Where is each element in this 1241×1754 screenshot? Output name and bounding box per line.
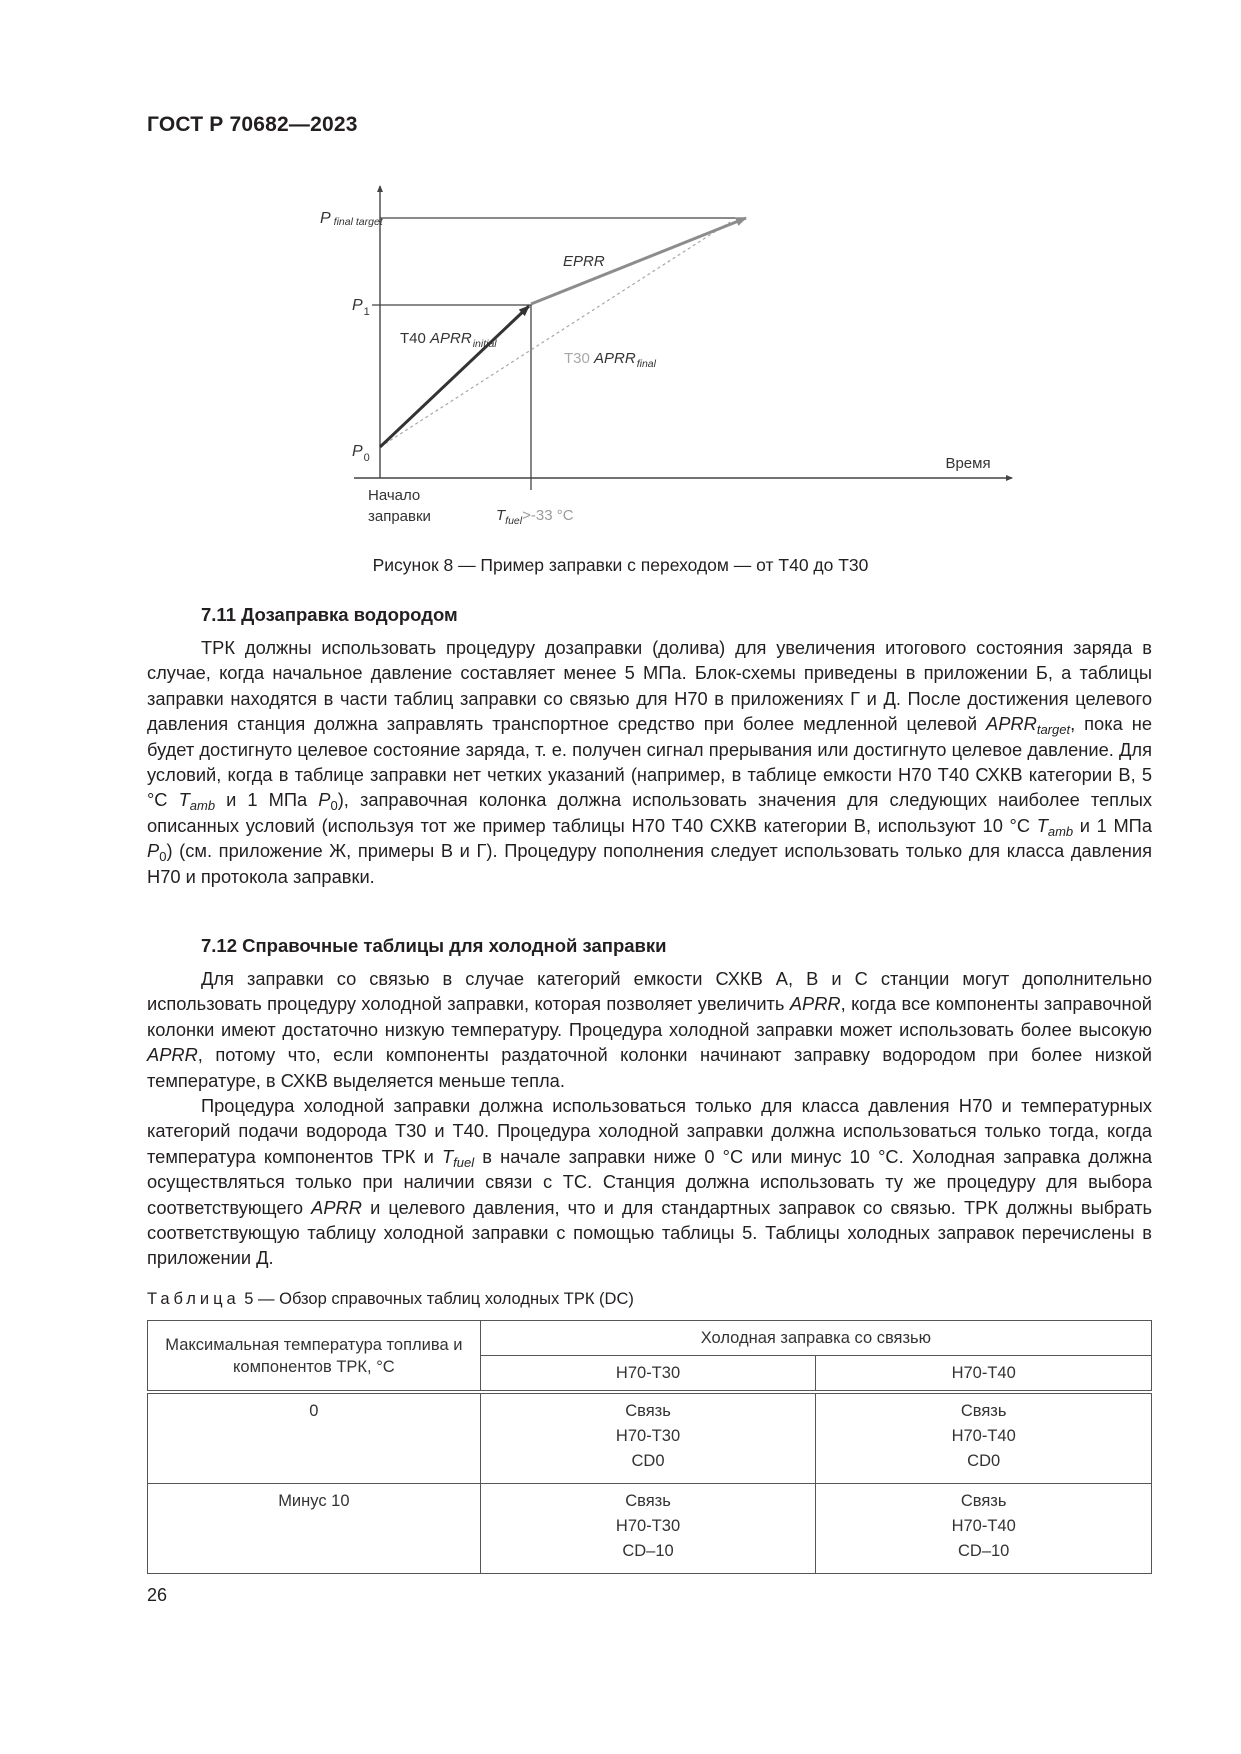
header-cold-fueling-group: Холодная заправка со связью <box>480 1321 1151 1356</box>
x-axis-label: Время <box>945 455 991 472</box>
section-7-12-title: 7.12 Справочные таблицы для холодной заправки <box>201 935 667 956</box>
p1-label: $P_1$ <box>352 297 370 318</box>
temp-cell: Минус 10 <box>148 1484 481 1574</box>
t30-aprr-final-label: T30 $APRR_{final}$ <box>564 350 656 370</box>
p-final-target-label: Pfinal target <box>320 210 383 228</box>
table-5-caption: Таблица 5 — Обзор справочных таблиц холодных ТРК (DC) <box>147 1290 634 1308</box>
section-7-11-title: 7.11 Дозаправка водородом <box>201 604 458 625</box>
header-h70-t30: Н70-Т30 <box>480 1356 816 1393</box>
header-max-temperature: Максимальная температура топлива и компонентов ТРК, °С <box>148 1321 481 1393</box>
table-row <box>148 1392 1152 1484</box>
p0-label: $P_0$ <box>352 443 370 464</box>
eprr-label: EPRR <box>563 253 605 270</box>
start-label-line1: Начало <box>368 487 421 504</box>
paragraph: Для заправки со связью в случае категорий емкости СХКВ А, В и С станции могут дополнительно использовать процедуру холодной заправки, которая позволяет увеличить APRR, когда все компоненты заправочной колонки имеют достаточно низкую температуру. Процедура холодной заправки может использовать более высокую APRR, потому что, если компоненты раздаточной колонки начинают заправку водородом при более низкой температуре, в СХКВ выделяется меньше тепла. <box>147 968 1152 1091</box>
paragraph: Процедура холодной заправки должна использоваться только для класса давления Н70 и температурных категорий подачи водорода Т30 и Т40. Процедура холодной заправки должна использоваться только тогда, когда температура компонентов ТРК и $T_{fuel}$ в начале заправки ниже 0 °С или минус 10 °С. Холодная заправка должна осуществляться только при наличии связи с ТС. Станция должна использовать ту же процедуру для выбора соответствующего APRR и целевого давления, что и для стандартных заправок со связью. ТРК должны выбрать соответствующую таблицу холодной заправки с помощью таблицы 5. Таблицы холодных заправок перечислены в приложении Д. <box>147 1095 1153 1269</box>
section-7-12-body <box>147 966 1152 1271</box>
document-id: ГОСТ Р 70682—2023 <box>147 113 358 136</box>
section-7-11-body <box>147 635 1152 889</box>
h70-t30-cell: Связь Н70-Т30 CD0 <box>480 1392 816 1484</box>
tfuel-condition-label: $T_{fuel}>-33$ °C <box>496 507 574 527</box>
h70-t40-cell: Связь Н70-Т40 CD–10 <box>816 1484 1152 1574</box>
t40-aprr-initial-label: T40 $APRR_{initial}$ <box>400 330 497 350</box>
figure-caption: Рисунок 8 — Пример заправки с переходом — от T40 до T30 <box>372 555 869 575</box>
start-label-line2: заправки <box>368 508 431 525</box>
temp-cell: 0 <box>148 1392 481 1484</box>
page-number: 26 <box>147 1585 168 1605</box>
h70-t40-cell: Связь Н70-Т40 CD0 <box>816 1392 1152 1484</box>
h70-t30-cell: Связь Н70-Т30 CD–10 <box>480 1484 816 1574</box>
refueling-diagram <box>300 180 1020 540</box>
figure-8 <box>300 180 1020 540</box>
table-5 <box>147 1320 1152 1574</box>
paragraph: ТРК должны использовать процедуру дозаправки (долива) для увеличения итогового состояния заряда в случае, когда начальное давление составляет менее 5 МПа. Блок-схемы приведены в приложении Б, а таблицы заправки находятся в части таблиц заправки со связью для Н70 в приложениях Г и Д. После достижения целевого давления станция должна заправлять транспортное средство при более медленной целевой $APRR_{target}$, пока не будет достигнуто целевое состояние заряда, т. е. получен сигнал прерывания или достигнуто целевое давление. Для условий, когда в таблице заправки нет четких указаний (например, в таблице емкости Н70 Т40 СХКВ категории В, 5 °С $T_{amb}$ и 1 МПа $P_0$), заправочная колонка должна использовать значения для следующих наиболее теплых описанных условий (используя тот же пример таблицы Н70 Т40 СХКВ категории В, используют 10 °С $T_{amb}$ и 1 МПа $P_0$) (см. приложение Ж, примеры В и Г). Процедуру пополнения следует использовать только для класса давления Н70 и протокола заправки. <box>147 637 1153 887</box>
table-row <box>148 1484 1152 1574</box>
t40-aprr-initial-arrow <box>380 306 529 447</box>
header-h70-t40: Н70-Т40 <box>816 1356 1152 1393</box>
